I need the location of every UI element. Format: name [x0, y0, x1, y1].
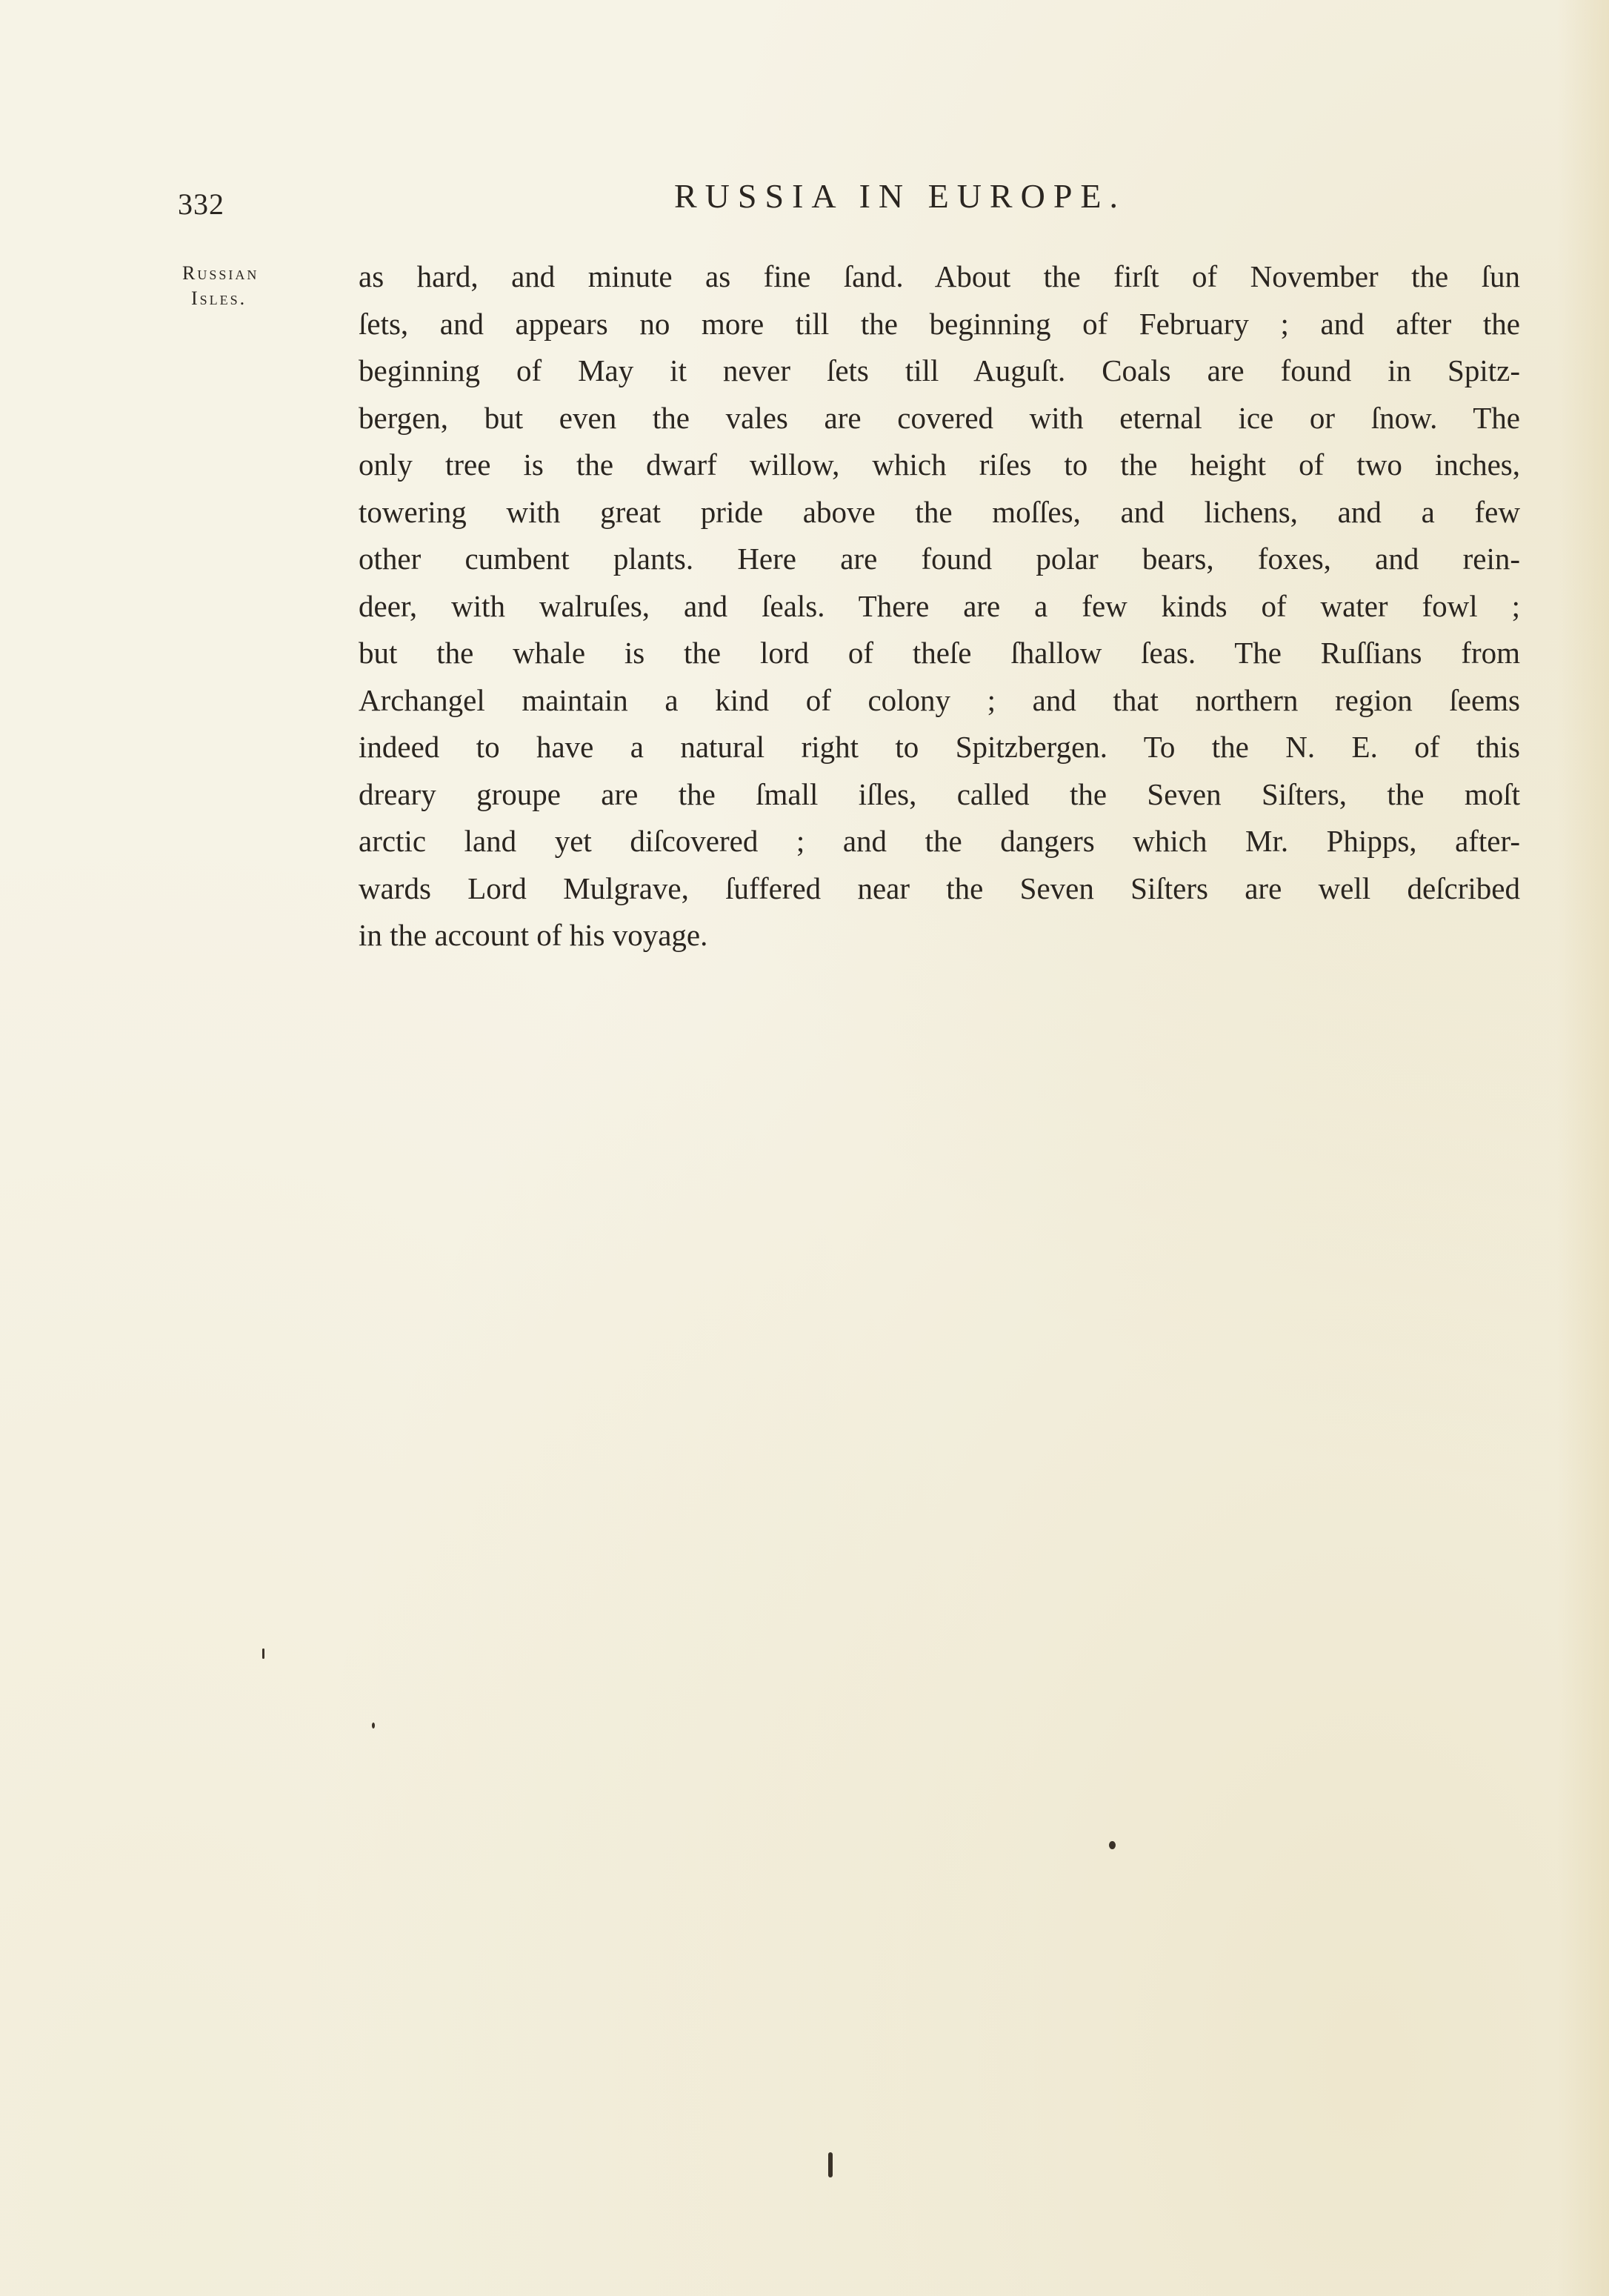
text-line: in the account of his voyage. — [359, 918, 708, 952]
text-line: arctic land yet diſcovered ; and the dangers which Mr. Phipps, after- — [359, 824, 1520, 858]
text-line: towering with great pride above the moſſes, and lichens, and a few — [359, 494, 1520, 529]
margin-note — [182, 261, 259, 311]
text-line: as hard, and minute as fine ſand. About the firſt of November the ſun — [359, 259, 1520, 293]
margin-note-line: Russian — [182, 262, 259, 284]
text-line: indeed to have a natural right to Spitzbergen. To the N. E. of this — [359, 730, 1520, 764]
paper-speck — [1109, 1841, 1116, 1849]
page-number: 332 — [178, 187, 224, 221]
text-line: ſets, and appears no more till the beginning of February ; and after the — [359, 306, 1520, 341]
text-line: bergen, but even the vales are covered with eternal ice or ſnow. The — [359, 400, 1520, 435]
text-line: only tree is the dwarf willow, which riſes to the height of two inches, — [359, 447, 1520, 482]
text-line: beginning of May it never ſets till Auguſt. Coals are found in Spitz- — [359, 353, 1520, 387]
page-edge-shadow — [1557, 0, 1609, 2296]
text-line: Archangel maintain a kind of colony ; and that northern region ſeems — [359, 682, 1520, 717]
running-head: RUSSIA IN EUROPE. — [674, 177, 1127, 215]
paper-speck — [372, 1723, 375, 1728]
text-line: other cumbent plants. Here are found polar bears, foxes, and rein- — [359, 542, 1520, 576]
body-paragraph — [359, 253, 1520, 959]
text-line: wards Lord Mulgrave, ſuffered near the Seven Siſters are well deſcribed — [359, 871, 1520, 905]
text-line: dreary groupe are the ſmall iſles, called the Seven Siſters, the moſt — [359, 776, 1520, 811]
paper-speck — [262, 1648, 264, 1659]
text-line: but the whale is the lord of theſe ſhallow ſeas. The Ruſſians from — [359, 636, 1520, 670]
text-line: deer, with walruſes, and ſeals. There are a few kinds of water fowl ; — [359, 588, 1520, 623]
margin-note-line: Isles. — [191, 287, 247, 309]
paper-speck — [828, 2152, 833, 2177]
